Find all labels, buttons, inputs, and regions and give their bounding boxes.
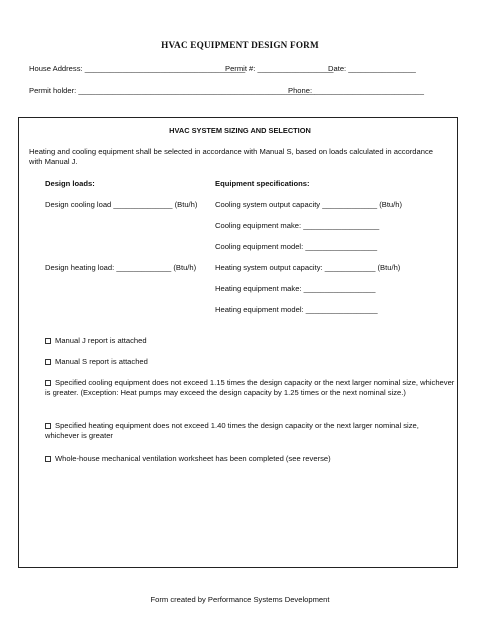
checklist-label: Specified cooling equipment does not exceed 1.15 times the design capacity or the next larger nominal size, whichever is greater. (Exception: Heat pumps may exceed the design capacity by 1.25 times or the next nominal size.): [45, 378, 455, 398]
heating-equipment-model-field[interactable]: Heating equipment model: _________________: [215, 305, 378, 314]
checkbox-icon[interactable]: [45, 380, 51, 386]
footer-credit: Form created by Performance Systems Development: [150, 595, 330, 604]
checkbox-icon[interactable]: [45, 359, 51, 365]
section-title: HVAC SYSTEM SIZING AND SELECTION: [169, 126, 311, 135]
cooling-equipment-make-field[interactable]: Cooling equipment make: __________________: [215, 221, 380, 230]
design-loads-heading: Design loads:: [45, 179, 95, 188]
form-title: HVAC EQUIPMENT DESIGN FORM: [161, 40, 319, 50]
permit-number-field[interactable]: Permit #: __________________: [225, 64, 334, 73]
checklist-label: Manual S report is attached: [55, 357, 148, 366]
checklist-label: Whole-house mechanical ventilation worksheet has been completed (see reverse): [55, 454, 331, 463]
checklist-item-ventilation-worksheet[interactable]: [45, 454, 455, 464]
equipment-specs-heading: Equipment specifications:: [215, 179, 310, 188]
phone-field[interactable]: Phone: __________________________: [288, 86, 424, 95]
checklist-label: Manual J report is attached: [55, 336, 147, 345]
cooling-equipment-model-field[interactable]: Cooling equipment model: _________________: [215, 242, 378, 251]
permit-holder-field[interactable]: Permit holder: ________________________________________________________: [29, 86, 315, 95]
heating-output-capacity-field[interactable]: Heating system output capacity: ____________ (Btu/h): [215, 263, 401, 272]
checklist-item-cooling-capacity[interactable]: [45, 378, 457, 399]
date-field[interactable]: Date: ________________: [328, 64, 416, 73]
section-intro: Heating and cooling equipment shall be selected in accordance with Manual S, based on loads calculated in accordance with Manual J.: [29, 147, 433, 166]
checkbox-icon[interactable]: [45, 456, 51, 462]
checkbox-icon[interactable]: [45, 423, 51, 429]
house-address-field[interactable]: House Address: ______________________________________: [29, 64, 246, 73]
design-heating-load-field[interactable]: Design heating load: _____________ (Btu/h): [45, 263, 197, 272]
checklist-item-manual-j[interactable]: [45, 336, 455, 346]
checklist-label: Specified heating equipment does not exceed 1.40 times the design capacity or the next larger nominal size, whichever is greater: [45, 421, 419, 441]
checklist-item-heating-capacity[interactable]: [45, 421, 445, 442]
cooling-output-capacity-field[interactable]: Cooling system output capacity _____________ (Btu/h): [215, 200, 403, 209]
design-cooling-load-field[interactable]: Design cooling load ______________ (Btu/h): [45, 200, 198, 209]
heating-equipment-make-field[interactable]: Heating equipment make: _________________: [215, 284, 376, 293]
checklist-item-manual-s[interactable]: [45, 357, 455, 367]
checkbox-icon[interactable]: [45, 338, 51, 344]
